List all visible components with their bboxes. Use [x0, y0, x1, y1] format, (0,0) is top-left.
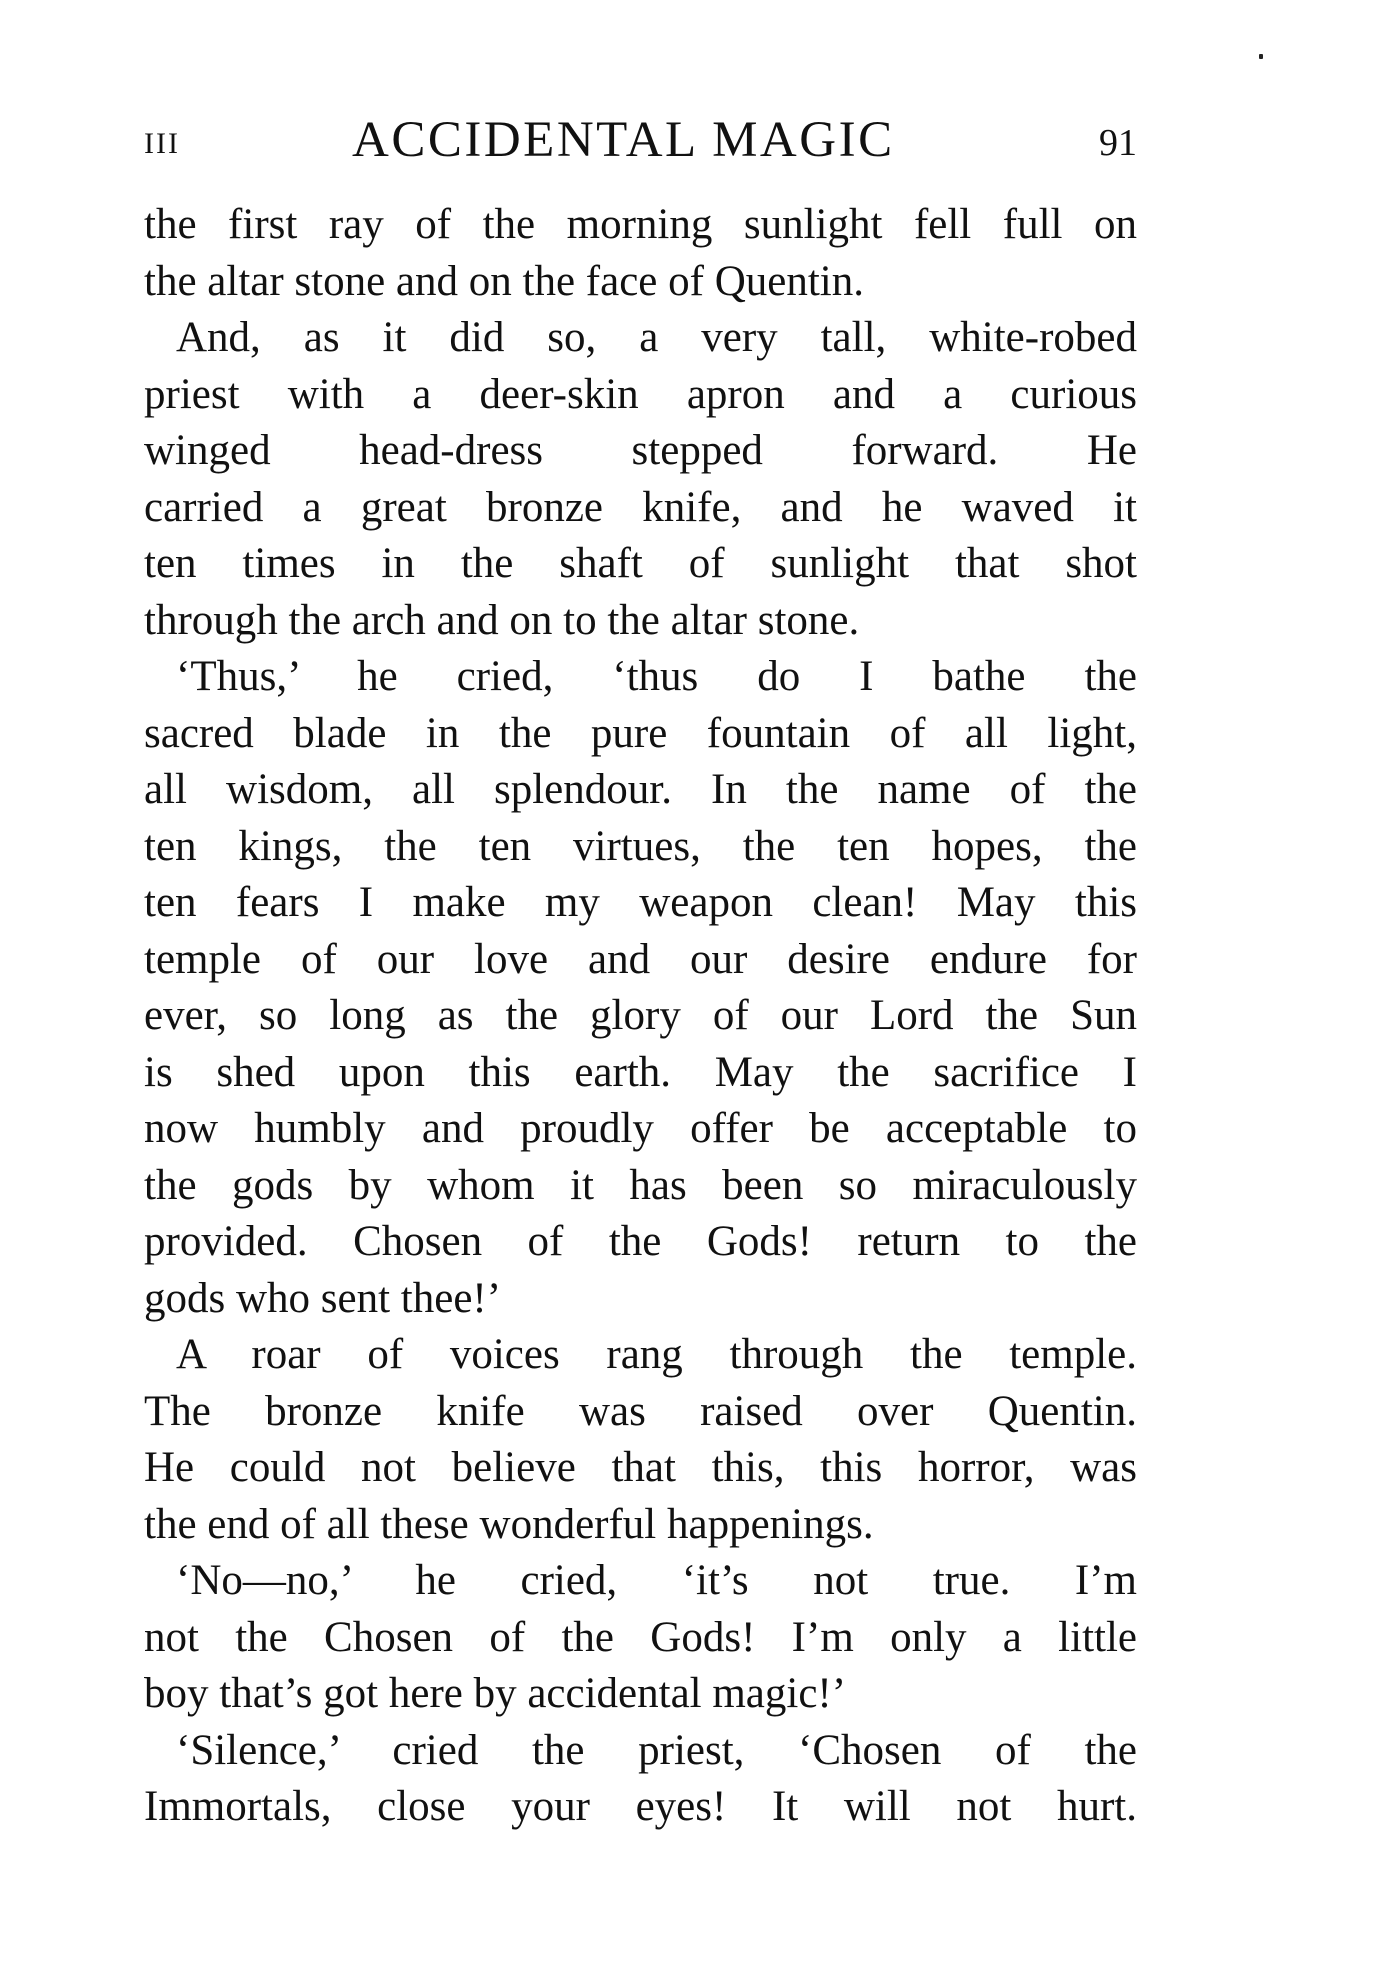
text-line: sacred blade in the pure fountain of all light, — [144, 709, 1137, 757]
scan-speck — [1259, 54, 1263, 59]
text-line: ‘Silence,’ cried the priest, ‘Chosen of the — [176, 1726, 1137, 1774]
text-line: gods who sent thee!’ — [144, 1274, 502, 1322]
text-line: carried a great bronze knife, and he waved it — [144, 483, 1137, 531]
text-line: winged head-dress stepped forward. He — [144, 427, 1137, 474]
text-line: ‘Thus,’ he cried, ‘thus do I bathe the — [176, 653, 1137, 700]
text-line: not the Chosen of the Gods! I’m only a little — [144, 1613, 1137, 1661]
text-line: ever, so long as the glory of our Lord the Sun — [144, 992, 1137, 1039]
text-line: the gods by whom it has been so miraculously — [144, 1161, 1137, 1209]
text-line: the end of all these wonderful happenings. — [144, 1500, 874, 1548]
text-line: now humbly and proudly offer be acceptable to — [144, 1105, 1137, 1152]
text-line: ten times in the shaft of sunlight that shot — [144, 540, 1137, 587]
text-line: The bronze knife was raised over Quentin. — [144, 1387, 1137, 1435]
text-line: temple of our love and our desire endure for — [144, 935, 1137, 983]
running-header — [144, 105, 1137, 175]
text-line: is shed upon this earth. May the sacrifice I — [144, 1048, 1137, 1096]
text-line: ten fears I make my weapon clean! May this — [144, 879, 1137, 926]
text-line: through the arch and on to the altar stone. — [144, 596, 860, 644]
text-line: boy that’s got here by accidental magic!’ — [144, 1670, 847, 1717]
chapter-number: III — [144, 127, 180, 160]
text-line: priest with a deer-skin apron and a curious — [144, 370, 1137, 418]
text-line: ‘No—no,’ he cried, ‘it’s not true. I’m — [176, 1557, 1137, 1604]
page-number: 91 — [1099, 122, 1137, 164]
text-line: the altar stone and on the face of Quentin. — [144, 257, 864, 305]
text-line: the first ray of the morning sunlight fell full on — [144, 201, 1137, 248]
text-line: provided. Chosen of the Gods! return to the — [144, 1218, 1137, 1265]
text-line: ten kings, the ten virtues, the ten hopes, the — [144, 822, 1137, 870]
running-title: ACCIDENTAL MAGIC — [352, 112, 895, 168]
text-line: all wisdom, all splendour. In the name of the — [144, 766, 1137, 813]
page-body — [144, 197, 1137, 1836]
text-line: Immortals, close your eyes! It will not hurt. — [144, 1783, 1137, 1830]
text-line: He could not believe that this, this horror, was — [144, 1444, 1137, 1491]
text-line: And, as it did so, a very tall, white-robed — [176, 314, 1137, 361]
text-line: A roar of voices rang through the temple. — [176, 1331, 1137, 1378]
